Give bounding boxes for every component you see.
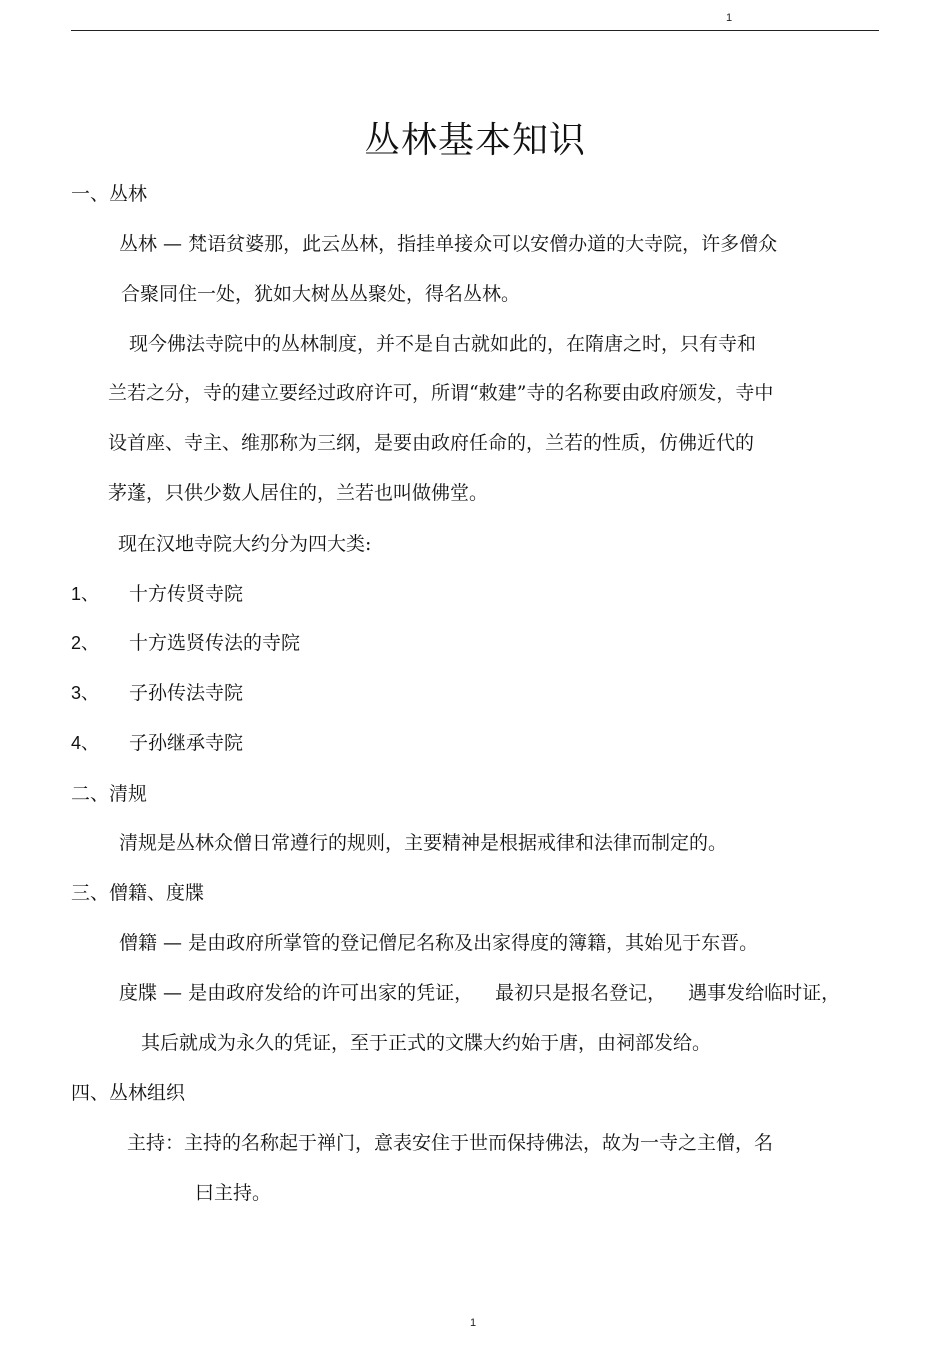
section-heading-2: 二、清规 xyxy=(71,783,148,805)
header-rule xyxy=(71,30,879,31)
paragraph-line: 僧籍 — 是由政府所掌管的登记僧尼名称及出家得度的簿籍，其始见于东晋。 xyxy=(119,932,759,954)
list-item xyxy=(71,581,243,607)
paragraph-line: 主持：主持的名称起于禅门，意表安住于世而保持佛法，故为一寺之主僧，名 xyxy=(127,1132,774,1154)
paragraph-line xyxy=(119,980,840,1006)
list-item xyxy=(71,730,243,756)
paragraph-line: 丛林 — 梵语贫婆那，此云丛林，指挂单接众可以安僧办道的大寺院，许多僧众 xyxy=(119,233,778,255)
paragraph-line: 现今佛法寺院中的丛林制度，并不是自古就如此的，在隋唐之时，只有寺和 xyxy=(129,333,757,355)
paragraph-line: 曰主持。 xyxy=(195,1182,272,1204)
paragraph-line: 现在汉地寺院大约分为四大类: xyxy=(118,533,372,555)
text-fragment: 度牒 — 是由政府发给的许可出家的凭证， xyxy=(119,982,474,1004)
paragraph-line: 兰若之分，寺的建立要经过政府许可，所谓“敕建”寺的名称要由政府颁发，寺中 xyxy=(108,382,774,404)
text-fragment: 最初只是报名登记， xyxy=(495,982,667,1004)
list-number: 3、 xyxy=(71,683,100,703)
paragraph-line: 设首座、寺主、维那称为三纲，是要由政府任命的，兰若的性质，仿佛近代的 xyxy=(108,432,755,454)
list-number: 1、 xyxy=(71,584,100,604)
paragraph-line: 清规是丛林众僧日常遵行的规则，主要精神是根据戒律和法律而制定的。 xyxy=(119,832,728,854)
paragraph-line: 茅蓬，只供少数人居住的，兰若也叫做佛堂。 xyxy=(108,482,489,504)
list-number: 2、 xyxy=(71,633,100,653)
section-heading-3: 三、僧籍、度牒 xyxy=(71,882,205,904)
page-number-top: 1 xyxy=(726,12,733,24)
list-text: 子孙传法寺院 xyxy=(129,682,244,704)
text-fragment: 遇事发给临时证， xyxy=(688,982,841,1004)
list-item xyxy=(71,680,243,706)
list-text: 十方传贤寺院 xyxy=(129,583,244,605)
page-number-bottom: 1 xyxy=(470,1317,477,1329)
paragraph-line: 其后就成为永久的凭证，至于正式的文牒大约始于唐，由祠部发给。 xyxy=(141,1032,712,1054)
list-text: 十方选贤传法的寺院 xyxy=(129,632,301,654)
document-title: 丛林基本知识 xyxy=(363,120,586,161)
paragraph-line: 合聚同住一处，犹如大树丛丛聚处，得名丛林。 xyxy=(121,283,521,305)
list-item xyxy=(71,630,300,656)
list-text: 子孙继承寺院 xyxy=(129,732,244,754)
list-number: 4、 xyxy=(71,733,100,753)
section-heading-4: 四、丛林组织 xyxy=(71,1082,186,1104)
section-heading-1: 一、丛林 xyxy=(71,183,148,205)
